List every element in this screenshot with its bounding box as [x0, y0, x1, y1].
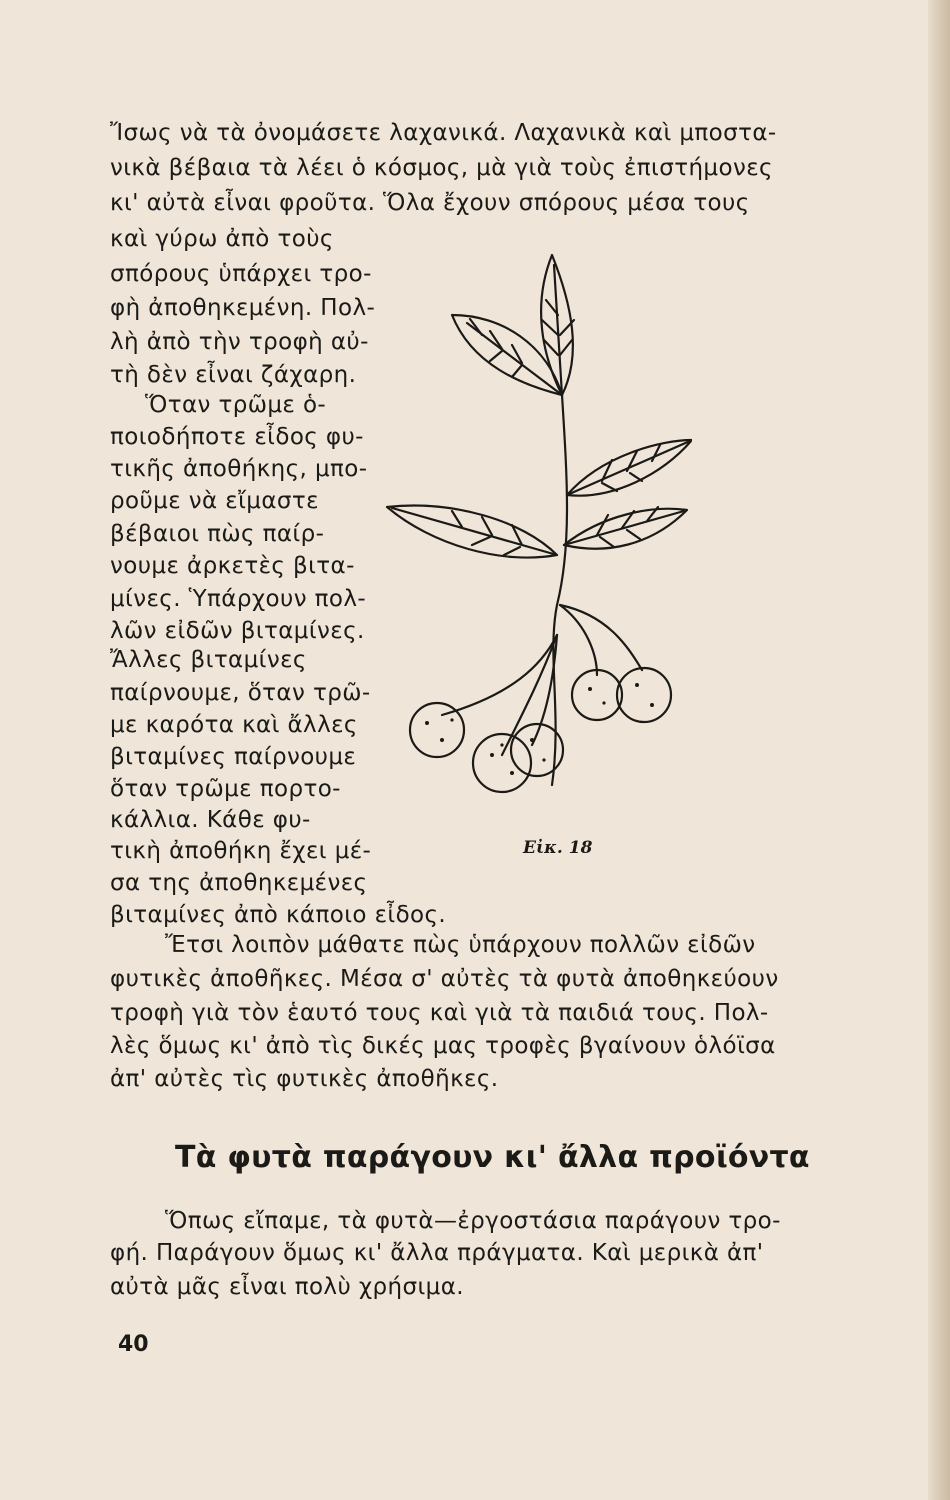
- body-line: Ἔτσι λοιπὸν μάθατε πὼς ὑπάρχουν πολλῶν εἰδῶν: [165, 932, 756, 958]
- page-number: 40: [118, 1332, 149, 1357]
- body-line: σπόρους ὑπάρχει τρο-: [110, 261, 372, 287]
- body-line: Ἄλλες βιταμίνες: [110, 647, 307, 673]
- body-line: τροφὴ γιὰ τὸν ἑαυτό τους καὶ γιὰ τὰ παιδιά τους. Πολ-: [110, 1000, 769, 1026]
- body-line: λῶν εἰδῶν βιταμίνες.: [110, 618, 365, 644]
- body-line: κάλλια. Κάθε φυ-: [110, 807, 311, 833]
- page-edge: [928, 0, 950, 1500]
- body-line: ἀπ' αὐτὲς τὶς φυτικὲς ἀποθῆκες.: [110, 1066, 499, 1092]
- body-line: ροῦμε νὰ εἴμαστε: [110, 488, 319, 514]
- body-line: με καρότα καὶ ἄλλες: [110, 712, 358, 738]
- body-line: νικὰ βέβαια τὰ λέει ὁ κόσμος, μὰ γιὰ τοὺς ἐπιστήμονες: [110, 155, 773, 181]
- body-line: μίνες. Ὑπάρχουν πολ-: [110, 586, 367, 612]
- body-line: τὴ δὲν εἶναι ζάχαρη.: [110, 362, 357, 388]
- body-line: τικὴ ἀποθήκη ἔχει μέ-: [110, 838, 372, 864]
- body-line: βιταμίνες ἀπὸ κάποιο εἶδος.: [110, 902, 447, 928]
- body-line: τικῆς ἀποθήκης, μπο-: [110, 456, 368, 482]
- body-line: παίρνουμε, ὅταν τρῶ-: [110, 680, 371, 706]
- body-line: φὴ ἀποθηκεμένη. Πολ-: [110, 295, 376, 321]
- body-line: σα της ἀποθηκεμένες: [110, 870, 368, 896]
- body-line: νουμε ἀρκετὲς βιτα-: [110, 553, 355, 579]
- body-line: λὴ ἀπὸ τὴν τροφὴ αὐ-: [110, 329, 369, 355]
- body-line: φυτικὲς ἀποθῆκες. Μέσα σ' αὐτὲς τὰ φυτὰ ἀποθηκεύουν: [110, 966, 779, 992]
- body-line: Ἴσως νὰ τὰ ὀνομάσετε λαχανικά. Λαχανικὰ καὶ μποστα-: [110, 120, 777, 146]
- body-line: λὲς ὅμως κι' ἀπὸ τὶς δικές μας τροφὲς βγαίνουν ὁλόϊσα: [110, 1033, 776, 1059]
- body-line: φή. Παράγουν ὅμως κι' ἄλλα πράγματα. Καὶ μερικὰ ἀπ': [110, 1240, 764, 1266]
- section-heading: Τὰ φυτὰ παράγουν κι' ἄλλα προϊόντα: [175, 1140, 810, 1175]
- body-line: Ὅταν τρῶμε ὁ-: [145, 392, 327, 418]
- body-line: αὐτὰ μᾶς εἶναι πολὺ χρήσιμα.: [110, 1274, 464, 1300]
- body-line: καὶ γύρω ἀπὸ τοὺς: [110, 226, 334, 252]
- body-line: ποιοδήποτε εἶδος φυ-: [110, 424, 364, 450]
- body-line: βέβαιοι πὼς παίρ-: [110, 521, 325, 547]
- body-line: βιταμίνες παίρνουμε: [110, 744, 357, 770]
- body-line: Ὅπως εἴπαμε, τὰ φυτὰ—ἐργοστάσια παράγουν τρο-: [165, 1208, 781, 1234]
- cherry-branch-illustration: [372, 245, 692, 835]
- body-line: κι' αὐτὰ εἶναι φροῦτα. Ὅλα ἔχουν σπόρους μέσα τους: [110, 190, 750, 216]
- body-line: ὅταν τρῶμε πορτο-: [110, 776, 341, 802]
- figure-caption: Εἰκ. 18: [523, 838, 593, 858]
